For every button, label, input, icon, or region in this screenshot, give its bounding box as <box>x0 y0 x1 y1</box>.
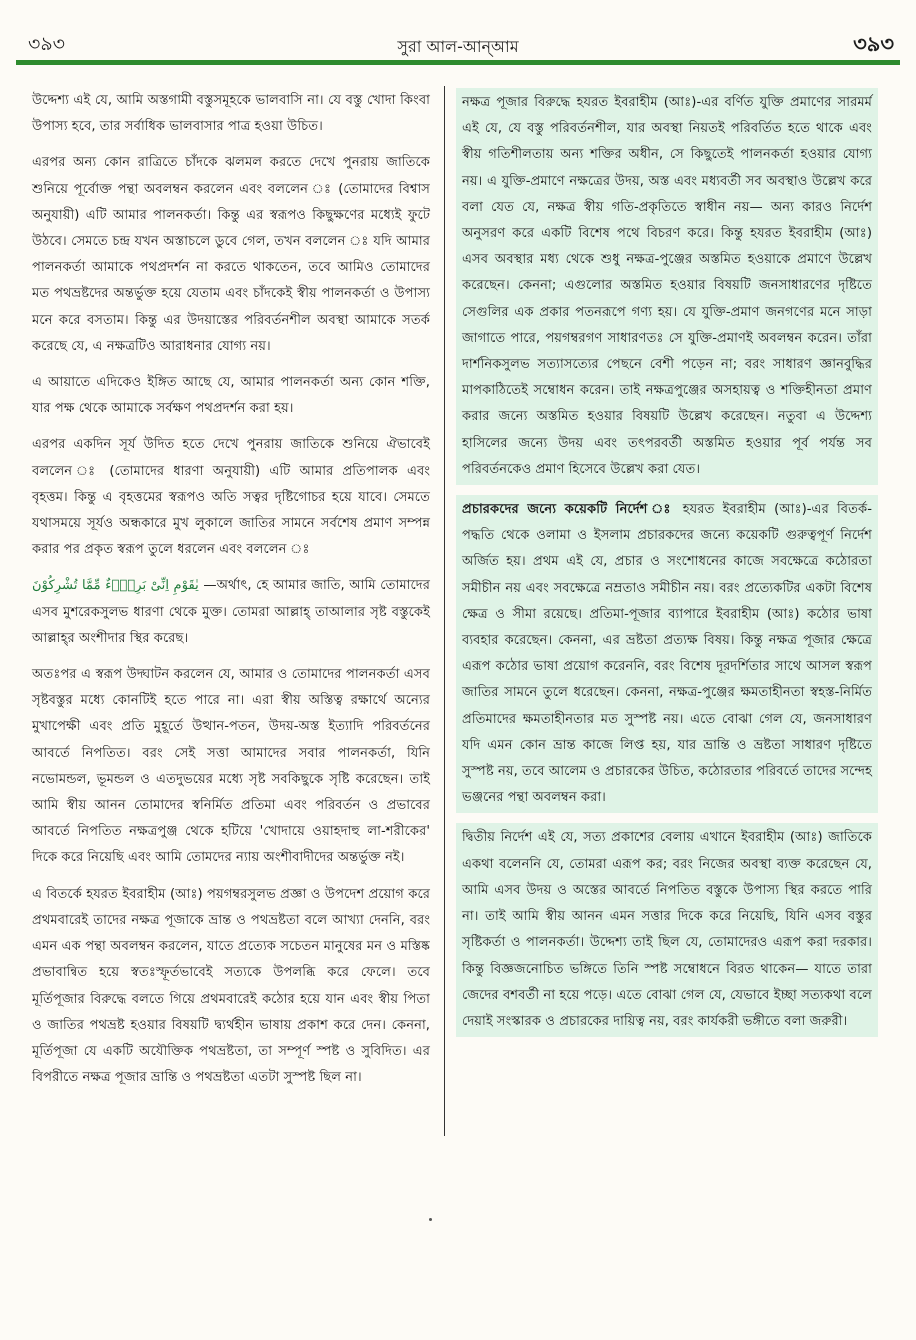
right-column <box>462 88 872 1047</box>
paragraph: এরপর একদিন সূর্য উদিত হতে দেখে পুনরায় জাতিকে শুনিয়ে ঐভাবেই বললেন ঃ (তোমাদের ধারণা অনুযায়ী) এটি আমার প্রতিপালক এবং বৃহত্তম। কিন্তু এ বৃহত্তমের স্বরূপও অতি সত্বর দৃষ্টিগোচর হয়ে যাবে। সেমতে যথাসময়ে সূর্যও অন্ধকারে মুখ লুকালে জাতির সামনে সর্বশেষ প্রমাণ সম্পন্ন করার পর প্রকৃত স্বরূপ তুলে ধরলেন এবং বললেন ঃ <box>32 437 430 558</box>
arabic-verse: يٰقَوْمِ اِنِّىْ بَرِىْۤءٌ مِّمَّا تُشْرِكُوْنَ <box>32 578 199 594</box>
page-header <box>16 8 900 64</box>
ink-dot <box>429 1218 432 1221</box>
paragraph: এরপর অন্য কোন রাত্রিতে চাঁদকে ঝলমল করতে দেখে পুনরায় জাতিকে শুনিয়ে পূর্বোক্ত পন্থা অবলম্বন করলেন এবং বললেন ঃ (তোমাদের বিশ্বাস অনুযায়ী) এটি আমার পালনকর্তা। কিন্তু এর স্বরূপও কিছুক্ষণের মধ্যেই ফুটে উঠবে। সেমতে চন্দ্র যখন অস্তাচলে ডুবে গেল, তখন বললেন ঃ যদি আমার পালনকর্তা আমাকে পথপ্রদর্শন না করতে থাকতেন, তবে আমিও তোমাদের মত পথভ্রষ্টদের অন্তর্ভুক্ত হয়ে যেতাম এবং চাঁদকেই স্বীয় পালনকর্তা ও উপাস্য মনে করে বসতাম। কিন্তু এর উদয়াস্তের পরিবর্তনশীল অবস্থা আমাকে সতর্ক করেছে যে, এ নক্ষত্রটিও আরাধনার যোগ্য নয়। <box>32 155 430 354</box>
highlighted-paragraph: দ্বিতীয় নির্দেশ এই যে, সত্য প্রকাশের বেলায় এখানে ইবরাহীম (আঃ) জাতিকে একথা বলেননি যে, তোমরা এরূপ কর; বরং নিজের অবস্থা ব্যক্ত করেছেন যে, আমি এসব উদয় ও অস্তের আবর্তে নিপতিত বস্তুকে উপাস্য স্থির করতে পারি না। তাই আমি স্বীয় আনন এমন সত্তার দিকে করে নিয়েছি, যিনি এসব বস্তুর সৃষ্টিকর্তা ও পালনকর্তা। উদ্দেশ্য তাই ছিল যে, তোমাদেরও এরূপ করা দরকার। কিন্তু বিজ্ঞজনোচিত ভঙ্গিতে তিনি স্পষ্ট সম্বোধনে বিরত থাকেন— যাতে তারা জেদের বশবর্তী না হয়ে পড়ে। এতে বোঝা গেল যে, যেভাবে ইচ্ছা সত্যকথা বলে দেয়াই সংস্কারক ও প্রচারকের দায়িত্ব নয়, বরং কার্যকরী ভঙ্গীতে বলা জরুরী। <box>456 823 878 1037</box>
chapter-title: সুরা আল-আন্‌আম <box>397 37 519 56</box>
verse-translation: —অর্থাৎ, হে আমার জাতি, আমি তোমাদের এসব মুশরেকসুলভ ধারণা থেকে মুক্ত। তোমরা আল্লাহ্ তাআলার সৃষ্ট বস্তুকেই আল্লাহ্‌র অংশীদার স্থির করেছ। <box>32 578 430 646</box>
highlighted-paragraph <box>456 495 878 813</box>
highlighted-paragraph: নক্ষত্র পূজার বিরুদ্ধে হযরত ইবরাহীম (আঃ)-এর বর্ণিত যুক্তি প্রমাণের সারমর্ম এই যে, যে বস্তু পরিবর্তনশীল, যার অবস্থা নিয়তই পরিবর্তিত হতে থাকে এবং স্বীয় গতিশীলতায় অন্য শক্তির অধীন, সে কিছুতেই পালনকর্তা হওয়ার যোগ্য নয়। এ যুক্তি-প্রমাণে নক্ষত্রের উদয়, অস্ত এবং মধ্যবর্তী সব অবস্থাও উল্লেখ করে বলা যেত যে, নক্ষত্র স্বীয় গতি-প্রকৃতিতে স্বাধীন নয়— অন্য কারও নির্দেশ অনুসরণ করে একটি বিশেষ পথে বিচরণ করে। কিন্তু হযরত ইবরাহীম (আঃ) এসব অবস্থার মধ্য থেকে শুধু নক্ষত্র-পুঞ্জের অস্তমিত হওয়াকে প্রমাণে উল্লেখ করেছেন। কেননা; এগুলোর অস্তমিত হওয়ার বিষয়টি জনসাধারণের দৃষ্টিতে সেগুলির এক প্রকার পতনরূপে গণ্য হয়। যে যুক্তি-প্রমাণ জনগণের মনে সাড়া জাগাতে পারে, পয়গম্বরগণ সাধারণতঃ সে যুক্তি-প্রমাণই অবলম্বন করেন। তাঁরা দার্শনিকসুলভ সত্যাসত্যের পেছনে বেশী পড়েন না; বরং সাধারণ জ্ঞানবুদ্ধির মাপকাঠিতেই সম্বোধন করেন। তাই নক্ষত্রপুঞ্জের অসহায়ত্ব ও শক্তিহীনতা প্রমাণ করার জন্যে অস্তমিত হওয়ার বিষয়টি উল্লেখ করেছেন। নতুবা এ উদ্দেশ্য হাসিলের জন্যে উদয় এবং তৎপরবর্তী অস্তমিত হওয়ার পূর্ব পর্যন্ত সব পরিবর্তনকেও প্রমাণ হিসেবে উল্লেখ করা যেত। <box>456 88 878 485</box>
paragraph-with-verse <box>32 573 430 652</box>
column-divider <box>444 86 445 1136</box>
header-rule <box>16 60 900 65</box>
paragraph: এ আয়াতে এদিকেও ইঙ্গিত আছে যে, আমার পালনকর্তা অন্য কোন শক্তি, যার পক্ষ থেকে আমাকে সর্বক্ষণ পথপ্রদর্শন করা হয়। <box>32 375 430 417</box>
paragraph: এ বিতর্কে হযরত ইবরাহীম (আঃ) পয়গম্বরসুলভ প্রজ্ঞা ও উপদেশ প্রয়োগ করে প্রথমবারেই তাদের নক্ষত্র পূজাকে ভ্রান্ত ও পথভ্রষ্টতা বলে আখ্যা দেননি, বরং এমন এক পন্থা অবলম্বন করলেন, যাতে প্রত্যেক সচেতন মানুষের মন ও মস্তিষ্ক প্রভাবান্বিত হয়ে স্বতঃস্ফূর্তভাবেই সত্যকে উপলব্ধি করে ফেলে। তবে মূর্তিপূজার বিরুদ্ধে বলতে গিয়ে প্রথমবারেই কঠোর হয়ে যান এবং স্বীয় পিতা ও জাতির পথভ্রষ্ট হওয়ার বিষয়টি দ্ব্যর্থহীন ভাষায় প্রকাশ করে দেন। কেননা, মূর্তিপূজা যে একটি অযৌক্তিক পথভ্রষ্টতা, তা সম্পূর্ণ স্পষ্ট ও সুবিদিত। এর বিপরীতে নক্ষত্র পূজার ভ্রান্তি ও পথভ্রষ্টতা এতটা সুস্পষ্ট ছিল না। <box>32 886 430 1086</box>
page-number-left: ৩৯৩ <box>28 33 66 55</box>
page-number-right: ৩৯৩ <box>853 32 894 56</box>
section-body: হযরত ইবরাহীম (আঃ)-এর বিতর্ক-পদ্ধতি থেকে ওলামা ও ইসলাম প্রচারকদের জন্যে কয়েকটি গুরুত্বপূর্ণ নির্দেশ অর্জিত হয়। প্রথম এই যে, প্রচার ও সংশোধনের কাজে সবক্ষেত্রে কঠোরতা সমীচীন নয় এবং সবক্ষেত্রে নম্রতাও সমীচীন নয়। বরং প্রত্যেকটির একটা বিশেষ ক্ষেত্র ও সীমা রয়েছে। প্রতিমা-পূজার ব্যাপারে ইবরাহীম (আঃ) কঠোর ভাষা ব্যবহার করেছেন। কেননা, এর ভ্রষ্টতা প্রত্যক্ষ বিষয়। কিন্তু নক্ষত্র পূজার ক্ষেত্রে এরূপ কঠোর ভাষা প্রয়োগ করেননি, বরং বিশেষ দূরদর্শিতার সাথে আসল স্বরূপ জাতির সামনে তুলে ধরেছেন। কেননা, নক্ষত্র-পুঞ্জের ক্ষমতাহীনতা স্বহস্ত-নির্মিত প্রতিমাদের ক্ষমতাহীনতার মত সুস্পষ্ট নয়। এতে বোঝা গেল যে, জনসাধারণ যদি এমন কোন ভ্রান্ত কাজে লিপ্ত হয়, যার ভ্রান্তি ও ভ্রষ্টতা সাধারণ দৃষ্টিতে সুস্পষ্ট নয়, তবে আলেম ও প্রচারকের উচিত, কঠোরতার পরিবর্তে তাদের সন্দেহ ভঞ্জনের পন্থা অবলম্বন করা। <box>462 502 873 806</box>
section-heading: প্রচারকদের জন্যে কয়েকটি নির্দেশ ঃ <box>462 502 675 518</box>
paragraph: উদ্দেশ্য এই যে, আমি অস্তগামী বস্তুসমূহকে ভালবাসি না। যে বস্তু খোদা কিংবা উপাস্য হবে, তার সর্বাধিক ভালবাসার পাত্র হওয়া উচিত। <box>32 93 430 135</box>
paragraph: অতঃপর এ স্বরূপ উদ্ঘাটন করলেন যে, আমার ও তোমাদের পালনকর্তা এসব সৃষ্টবস্তুর মধ্যে কোনটিই হতে পারে না। এরা স্বীয় অস্তিত্ব রক্ষার্থে অন্যের মুখাপেক্ষী এবং প্রতি মুহূর্তে উত্থান-পতন, উদয়-অস্ত ইত্যাদি পরিবর্তনের আবর্তে নিপতিত। বরং সেই সত্তা আমাদের সবার পালনকর্তা, যিনি নভোমন্ডল, ভূমন্ডল ও এতদুভয়ের মধ্যে সৃষ্ট সবকিছুকে সৃষ্টি করেছেন। তাই আমি স্বীয় আনন তোমাদের স্বনির্মিত প্রতিমা এবং পরিবর্তন ও প্রভাবের আবর্তে নিপতিত নক্ষত্রপুঞ্জ থেকে হটিয়ে 'খোদায়ে ওয়াহদাহু লা-শরীকের' দিকে করে নিয়েছি এবং আমি তোমদের ন্যায় অংশীবাদীদের অন্তর্ভুক্ত নই। <box>32 667 430 866</box>
left-column <box>32 88 430 1101</box>
